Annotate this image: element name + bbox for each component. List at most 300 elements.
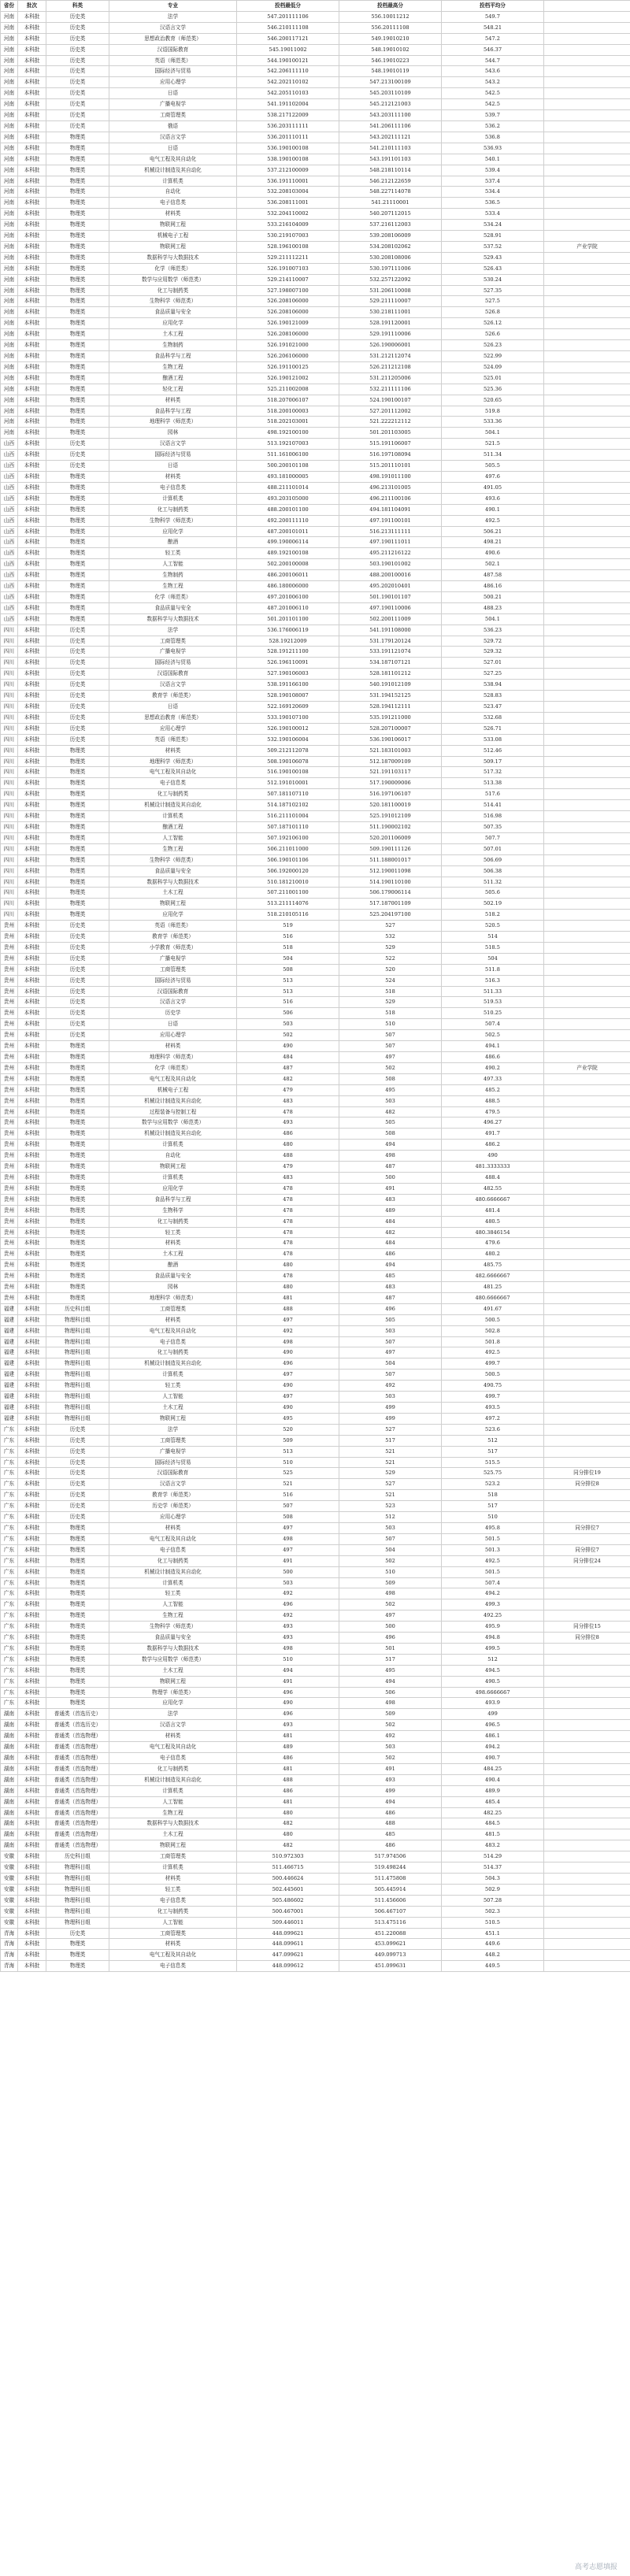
- batch-cell: 本科批: [18, 1555, 46, 1566]
- table-row: [1, 1435, 630, 1446]
- min-score-cell: 536.203111111: [237, 120, 339, 132]
- avg-score-cell: 538.94: [442, 680, 544, 691]
- table-row: [1, 1183, 630, 1194]
- avg-score-cell: 495.8: [442, 1522, 544, 1533]
- avg-score-cell: 496.5: [442, 1720, 544, 1731]
- province-cell: 安徽: [1, 1895, 18, 1906]
- avg-score-cell: 479.6: [442, 1238, 544, 1249]
- avg-score-cell: 489.9: [442, 1785, 544, 1796]
- max-score-cell: 543.203111100: [339, 110, 442, 121]
- subject-group-cell: 物理类: [46, 888, 109, 899]
- subject-group-cell: 物理类: [46, 899, 109, 910]
- note-cell: [544, 1392, 630, 1403]
- batch-cell: 本科批: [18, 361, 46, 373]
- batch-cell: 本科批: [18, 1118, 46, 1129]
- min-score-cell: 516.190100108: [237, 767, 339, 778]
- note-cell: [544, 1019, 630, 1030]
- min-score-cell: 532.190106004: [237, 734, 339, 745]
- major-cell: 材料类: [109, 1939, 237, 1950]
- batch-cell: 本科批: [18, 942, 46, 953]
- note-cell: [544, 1227, 630, 1238]
- province-cell: 四川: [1, 723, 18, 734]
- header-province: 省份: [1, 1, 18, 12]
- major-cell: 酿酒: [109, 1260, 237, 1271]
- subject-group-cell: 历史类: [46, 1457, 109, 1468]
- subject-group-cell: 物理类: [46, 209, 109, 220]
- major-cell: 园林: [109, 428, 237, 439]
- avg-score-cell: 526.71: [442, 723, 544, 734]
- avg-score-cell: 494.5: [442, 1665, 544, 1676]
- note-cell: [544, 1314, 630, 1325]
- table-row: [1, 1939, 630, 1950]
- note-cell: [544, 1796, 630, 1807]
- max-score-cell: 498: [339, 1151, 442, 1162]
- note-cell: [544, 132, 630, 143]
- batch-cell: 本科批: [18, 482, 46, 493]
- batch-cell: 本科批: [18, 1950, 46, 1961]
- batch-cell: 本科批: [18, 986, 46, 997]
- province-cell: 河南: [1, 99, 18, 110]
- header-avg-score: 投档平均分: [442, 1, 544, 12]
- min-score-cell: 479: [237, 1162, 339, 1173]
- batch-cell: 本科批: [18, 165, 46, 176]
- table-row: [1, 1413, 630, 1424]
- avg-score-cell: 547.2: [442, 33, 544, 44]
- subject-group-cell: 普通类（首选物理）: [46, 1818, 109, 1829]
- min-score-cell: 481: [237, 1763, 339, 1774]
- subject-group-cell: 物理类: [46, 1260, 109, 1271]
- avg-score-cell: 494.2: [442, 1588, 544, 1599]
- table-row: [1, 110, 630, 121]
- min-score-cell: 527.198007100: [237, 285, 339, 296]
- table-row: [1, 450, 630, 461]
- province-cell: 广东: [1, 1435, 18, 1446]
- note-cell: [544, 1873, 630, 1884]
- avg-score-cell: 492.5: [442, 1347, 544, 1358]
- max-score-cell: 536.190106017: [339, 734, 442, 745]
- min-score-cell: 493.181000005: [237, 471, 339, 482]
- table-row: [1, 1687, 630, 1698]
- province-cell: 河南: [1, 428, 18, 439]
- min-score-cell: 497: [237, 1522, 339, 1533]
- avg-score-cell: 504.1: [442, 428, 544, 439]
- max-score-cell: 540.191012109: [339, 680, 442, 691]
- table-row: [1, 602, 630, 613]
- batch-cell: 本科批: [18, 953, 46, 964]
- min-score-cell: 486: [237, 1753, 339, 1764]
- subject-group-cell: 历史类: [46, 11, 109, 22]
- subject-group-cell: 物理类: [46, 1588, 109, 1599]
- note-cell: [544, 1774, 630, 1785]
- batch-cell: 本科批: [18, 1019, 46, 1030]
- subject-group-cell: 物理类: [46, 910, 109, 921]
- province-cell: 湖南: [1, 1720, 18, 1731]
- max-score-cell: 508: [339, 1073, 442, 1084]
- min-score-cell: 513: [237, 975, 339, 986]
- min-score-cell: 484: [237, 1052, 339, 1063]
- subject-group-cell: 物理类: [46, 1622, 109, 1633]
- max-score-cell: 501: [339, 1643, 442, 1654]
- subject-group-cell: 物理类: [46, 1544, 109, 1555]
- max-score-cell: 545.212121003: [339, 99, 442, 110]
- province-cell: 四川: [1, 854, 18, 865]
- major-cell: 机械电子工程: [109, 231, 237, 242]
- note-cell: [544, 1358, 630, 1370]
- min-score-cell: 528.191211100: [237, 647, 339, 658]
- max-score-cell: 517.190009006: [339, 778, 442, 789]
- table-row: [1, 1533, 630, 1544]
- note-cell: [544, 811, 630, 822]
- table-row: [1, 1172, 630, 1183]
- subject-group-cell: 普通类（首选物理）: [46, 1785, 109, 1796]
- major-cell: 材料类: [109, 1873, 237, 1884]
- table-row: [1, 1928, 630, 1939]
- avg-score-cell: 507.7: [442, 832, 544, 843]
- subject-group-cell: 物理类: [46, 1654, 109, 1665]
- subject-group-cell: 物理类: [46, 274, 109, 285]
- batch-cell: 本科批: [18, 702, 46, 713]
- max-score-cell: 487: [339, 1292, 442, 1303]
- subject-group-cell: 物理类: [46, 1118, 109, 1129]
- min-score-cell: 538.217122009: [237, 110, 339, 121]
- max-score-cell: 499: [339, 1785, 442, 1796]
- table-row: [1, 329, 630, 340]
- batch-cell: 本科批: [18, 296, 46, 307]
- max-score-cell: 486: [339, 1807, 442, 1818]
- subject-group-cell: 物理科目组: [46, 1314, 109, 1325]
- min-score-cell: 533.190107100: [237, 712, 339, 723]
- note-cell: [544, 1282, 630, 1293]
- table-header-row: [1, 1, 630, 12]
- batch-cell: 本科批: [18, 77, 46, 88]
- avg-score-cell: 491.67: [442, 1303, 544, 1314]
- avg-score-cell: 502.9: [442, 1884, 544, 1895]
- batch-cell: 本科批: [18, 789, 46, 800]
- table-row: [1, 581, 630, 592]
- province-cell: 广东: [1, 1566, 18, 1577]
- max-score-cell: 556.20111108: [339, 22, 442, 33]
- province-cell: 贵州: [1, 1084, 18, 1095]
- major-cell: 历史学（师范类）: [109, 1501, 237, 1512]
- max-score-cell: 517.187001109: [339, 899, 442, 910]
- subject-group-cell: 物理类: [46, 1052, 109, 1063]
- min-score-cell: 497.201006100: [237, 591, 339, 602]
- max-score-cell: 520.181100019: [339, 800, 442, 811]
- avg-score-cell: 490.5: [442, 1676, 544, 1687]
- province-cell: 四川: [1, 767, 18, 778]
- province-cell: 广东: [1, 1577, 18, 1588]
- subject-group-cell: 物理类: [46, 361, 109, 373]
- subject-group-cell: 历史类: [46, 44, 109, 55]
- major-cell: 生物科学: [109, 1205, 237, 1216]
- min-score-cell: 489: [237, 1742, 339, 1753]
- table-row: [1, 910, 630, 921]
- min-score-cell: 507: [237, 1501, 339, 1512]
- province-cell: 福建: [1, 1370, 18, 1381]
- province-cell: 福建: [1, 1413, 18, 1424]
- subject-group-cell: 物理类: [46, 1140, 109, 1151]
- major-cell: 国际经济与贸易: [109, 658, 237, 669]
- avg-score-cell: 490.6: [442, 548, 544, 559]
- batch-cell: 本科批: [18, 1162, 46, 1173]
- table-row: [1, 296, 630, 307]
- major-cell: 材料类: [109, 1041, 237, 1052]
- note-cell: [544, 504, 630, 515]
- subject-group-cell: 物理类: [46, 843, 109, 854]
- note-cell: [544, 888, 630, 899]
- batch-cell: 本科批: [18, 559, 46, 570]
- province-cell: 青海: [1, 1928, 18, 1939]
- min-score-cell: 516: [237, 997, 339, 1008]
- avg-score-cell: 501.3: [442, 1544, 544, 1555]
- max-score-cell: 501.201103005: [339, 428, 442, 439]
- province-cell: 安徽: [1, 1884, 18, 1895]
- subject-group-cell: 物理类: [46, 395, 109, 406]
- table-row: [1, 33, 630, 44]
- batch-cell: 本科批: [18, 811, 46, 822]
- batch-cell: 本科批: [18, 669, 46, 680]
- note-cell: [544, 99, 630, 110]
- subject-group-cell: 物理类: [46, 832, 109, 843]
- major-cell: 材料类: [109, 1314, 237, 1325]
- table-row: [1, 1052, 630, 1063]
- note-cell: [544, 712, 630, 723]
- table-row: [1, 921, 630, 932]
- min-score-cell: 516: [237, 1490, 339, 1501]
- major-cell: 电子信息类: [109, 1336, 237, 1347]
- min-score-cell: 480: [237, 1140, 339, 1151]
- major-cell: 计算机类: [109, 1172, 237, 1183]
- major-cell: 电气工程及其自动化: [109, 1742, 237, 1753]
- subject-group-cell: 历史类: [46, 691, 109, 702]
- subject-group-cell: 物理类: [46, 198, 109, 209]
- max-score-cell: 495.211216122: [339, 548, 442, 559]
- subject-group-cell: 普通类（首选物理）: [46, 1840, 109, 1851]
- min-score-cell: 546.200117121: [237, 33, 339, 44]
- min-score-cell: 489.192100108: [237, 548, 339, 559]
- table-row: [1, 821, 630, 832]
- major-cell: 人工智能: [109, 1917, 237, 1928]
- table-row: [1, 1742, 630, 1753]
- batch-cell: 本科批: [18, 1403, 46, 1414]
- batch-cell: 本科批: [18, 1884, 46, 1895]
- batch-cell: 本科批: [18, 1863, 46, 1874]
- max-score-cell: 537.216112003: [339, 220, 442, 231]
- table-row: [1, 526, 630, 537]
- max-score-cell: 485: [339, 1829, 442, 1840]
- min-score-cell: 510: [237, 1457, 339, 1468]
- major-cell: 电子信息类: [109, 198, 237, 209]
- note-cell: [544, 1720, 630, 1731]
- batch-cell: 本科批: [18, 143, 46, 154]
- min-score-cell: 506.211011000: [237, 843, 339, 854]
- note-cell: [544, 1205, 630, 1216]
- avg-score-cell: 492.25: [442, 1610, 544, 1622]
- avg-score-cell: 481.5: [442, 1829, 544, 1840]
- avg-score-cell: 501.5: [442, 1566, 544, 1577]
- province-cell: 四川: [1, 734, 18, 745]
- batch-cell: 本科批: [18, 417, 46, 428]
- avg-score-cell: 510.25: [442, 1008, 544, 1019]
- subject-group-cell: 物理类: [46, 1106, 109, 1118]
- major-cell: 日语: [109, 702, 237, 713]
- note-cell: [544, 1742, 630, 1753]
- major-cell: 生物科学（师范类）: [109, 854, 237, 865]
- max-score-cell: 521.183101003: [339, 745, 442, 756]
- avg-score-cell: 546.37: [442, 44, 544, 55]
- min-score-cell: 513: [237, 1446, 339, 1457]
- major-cell: 材料类: [109, 745, 237, 756]
- note-cell: [544, 198, 630, 209]
- note-cell: [544, 602, 630, 613]
- max-score-cell: 529.191110006: [339, 329, 442, 340]
- avg-score-cell: 485.2: [442, 1084, 544, 1095]
- avg-score-cell: 537.52: [442, 241, 544, 252]
- min-score-cell: 511.466715: [237, 1863, 339, 1874]
- note-cell: [544, 1654, 630, 1665]
- province-cell: 河南: [1, 143, 18, 154]
- min-score-cell: 507.192106100: [237, 832, 339, 843]
- province-cell: 广东: [1, 1555, 18, 1566]
- batch-cell: 本科批: [18, 1347, 46, 1358]
- avg-score-cell: 499: [442, 1709, 544, 1720]
- avg-score-cell: 521.5: [442, 439, 544, 450]
- table-row: [1, 1271, 630, 1282]
- major-cell: 化工与制药类: [109, 1906, 237, 1917]
- note-cell: [544, 1370, 630, 1381]
- note-cell: [544, 843, 630, 854]
- note-cell: [544, 1807, 630, 1818]
- subject-group-cell: 物理类: [46, 767, 109, 778]
- min-score-cell: 519: [237, 921, 339, 932]
- min-score-cell: 491: [237, 1555, 339, 1566]
- avg-score-cell: 529.32: [442, 647, 544, 658]
- subject-group-cell: 物理类: [46, 1227, 109, 1238]
- note-cell: [544, 1325, 630, 1336]
- max-score-cell: 509: [339, 1577, 442, 1588]
- min-score-cell: 480: [237, 1282, 339, 1293]
- max-score-cell: 493: [339, 1774, 442, 1785]
- subject-group-cell: 物理科目组: [46, 1347, 109, 1358]
- note-cell: [544, 1216, 630, 1227]
- max-score-cell: 520.201106009: [339, 832, 442, 843]
- batch-cell: 本科批: [18, 854, 46, 865]
- batch-cell: 本科批: [18, 198, 46, 209]
- note-cell: 产业学院: [544, 241, 630, 252]
- table-row: [1, 1796, 630, 1807]
- province-cell: 贵州: [1, 1118, 18, 1129]
- province-cell: 广东: [1, 1633, 18, 1644]
- min-score-cell: 522.169120609: [237, 702, 339, 713]
- table-row: [1, 537, 630, 548]
- min-score-cell: 505.486602: [237, 1895, 339, 1906]
- major-cell: 生物工程: [109, 1610, 237, 1622]
- subject-group-cell: 物理类: [46, 854, 109, 865]
- avg-score-cell: 492.5: [442, 515, 544, 526]
- major-cell: 广播电视学: [109, 647, 237, 658]
- subject-group-cell: 物理类: [46, 263, 109, 274]
- major-cell: 土木工程: [109, 1403, 237, 1414]
- note-cell: [544, 220, 630, 231]
- major-cell: 材料类: [109, 209, 237, 220]
- max-score-cell: 504: [339, 1358, 442, 1370]
- note-cell: [544, 1610, 630, 1622]
- major-cell: 酿酒: [109, 537, 237, 548]
- table-row: [1, 1468, 630, 1479]
- max-score-cell: 495: [339, 1084, 442, 1095]
- min-score-cell: 493: [237, 1118, 339, 1129]
- max-score-cell: 522: [339, 953, 442, 964]
- max-score-cell: 497.190110006: [339, 602, 442, 613]
- batch-cell: 本科批: [18, 821, 46, 832]
- subject-group-cell: 历史类: [46, 1468, 109, 1479]
- note-cell: 同分排位19: [544, 1468, 630, 1479]
- max-score-cell: 521: [339, 1457, 442, 1468]
- table-row: [1, 1720, 630, 1731]
- subject-group-cell: 历史类: [46, 66, 109, 77]
- province-cell: 贵州: [1, 1030, 18, 1041]
- subject-group-cell: 物理科目组: [46, 1873, 109, 1884]
- subject-group-cell: 物理科目组: [46, 1917, 109, 1928]
- min-score-cell: 547.201111106: [237, 11, 339, 22]
- max-score-cell: 546.212122659: [339, 176, 442, 187]
- min-score-cell: 494: [237, 1665, 339, 1676]
- note-cell: [544, 1577, 630, 1588]
- subject-group-cell: 普通类（首选物理）: [46, 1796, 109, 1807]
- subject-group-cell: 物理类: [46, 1610, 109, 1622]
- min-score-cell: 503: [237, 1577, 339, 1588]
- min-score-cell: 491: [237, 1676, 339, 1687]
- min-score-cell: 529.214110007: [237, 274, 339, 285]
- province-cell: 广东: [1, 1512, 18, 1523]
- province-cell: 广东: [1, 1468, 18, 1479]
- province-cell: 福建: [1, 1303, 18, 1314]
- subject-group-cell: 物理类: [46, 559, 109, 570]
- subject-group-cell: 历史类: [46, 669, 109, 680]
- min-score-cell: 487: [237, 1062, 339, 1073]
- batch-cell: 本科批: [18, 1895, 46, 1906]
- major-cell: 汉语言文学: [109, 22, 237, 33]
- max-score-cell: 502: [339, 1720, 442, 1731]
- subject-group-cell: 物理科目组: [46, 1325, 109, 1336]
- subject-group-cell: 物理类: [46, 581, 109, 592]
- max-score-cell: 503: [339, 1325, 442, 1336]
- table-row: [1, 1588, 630, 1599]
- note-cell: [544, 702, 630, 713]
- subject-group-cell: 物理类: [46, 1162, 109, 1173]
- subject-group-cell: 历史类: [46, 964, 109, 975]
- min-score-cell: 478: [237, 1106, 339, 1118]
- subject-group-cell: 物理类: [46, 373, 109, 384]
- province-cell: 四川: [1, 702, 18, 713]
- note-cell: [544, 854, 630, 865]
- min-score-cell: 496: [237, 1358, 339, 1370]
- note-cell: [544, 1140, 630, 1151]
- major-cell: 广播电视学: [109, 1446, 237, 1457]
- note-cell: [544, 329, 630, 340]
- min-score-cell: 502: [237, 1030, 339, 1041]
- table-row: [1, 1522, 630, 1533]
- min-score-cell: 544.190100121: [237, 55, 339, 66]
- avg-score-cell: 500.21: [442, 591, 544, 602]
- batch-cell: 本科批: [18, 745, 46, 756]
- major-cell: 法学: [109, 1709, 237, 1720]
- max-score-cell: 501.190101107: [339, 591, 442, 602]
- subject-group-cell: 物理类: [46, 1292, 109, 1303]
- province-cell: 广东: [1, 1522, 18, 1533]
- table-row: [1, 165, 630, 176]
- max-score-cell: 507: [339, 1370, 442, 1381]
